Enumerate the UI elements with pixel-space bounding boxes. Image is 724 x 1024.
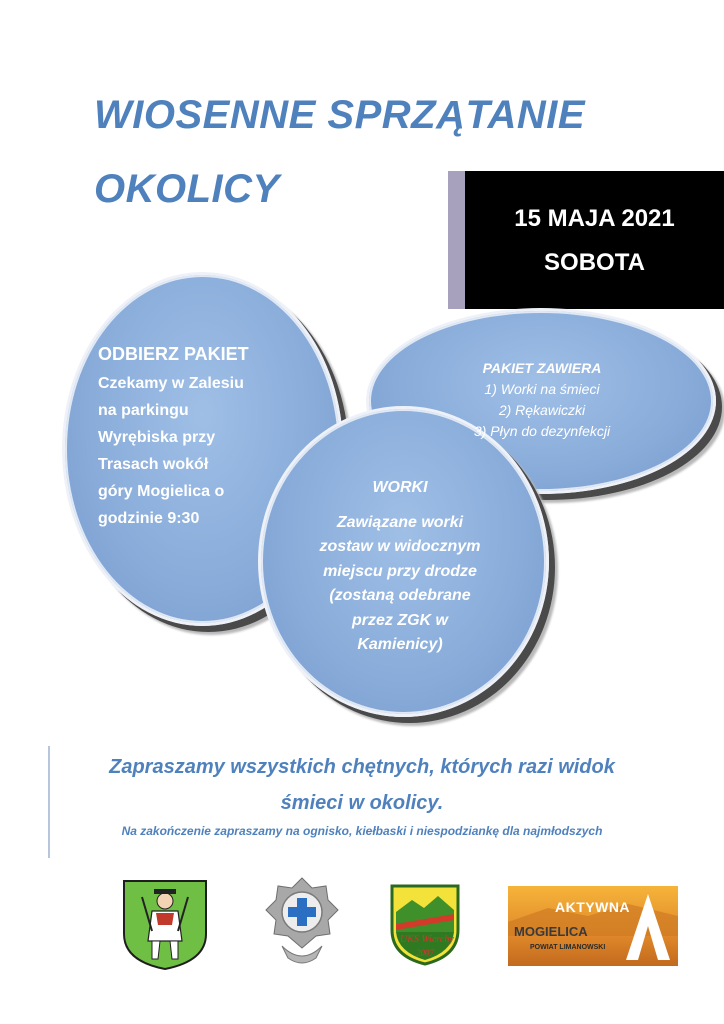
event-day: SOBOTA	[544, 249, 645, 276]
rescue-service-emblem-logo	[264, 874, 340, 966]
uks-text: UKS Wierchy	[400, 934, 454, 945]
bags-heading: WORKI	[372, 479, 428, 496]
aktywna-mid-text: MOGIELICA	[514, 924, 588, 939]
package-text	[432, 358, 652, 442]
aktywna-bottom-text: POWIAT LIMANOWSKI	[530, 944, 606, 951]
pickup-line: Czekamy w Zalesiu	[98, 375, 244, 392]
left-rule	[48, 746, 50, 858]
aktywna-top-text: AKTYWNA	[555, 899, 631, 915]
pickup-text	[98, 340, 288, 532]
package-item: 1) Worki na śmieci	[484, 381, 600, 397]
pickup-heading: ODBIERZ PAKIET	[98, 344, 249, 364]
bags-line: przez ZGK w	[351, 611, 448, 629]
bags-line: Kamienicy)	[357, 636, 443, 653]
invite-line-1: Zapraszamy wszystkich chętnych, których razi widok	[109, 756, 615, 778]
bags-line: Zawiązane worki	[336, 513, 464, 531]
bags-line: miejscu przy drodze	[323, 562, 477, 580]
invite-note: Na zakończenie zapraszamy na ognisko, kiełbaski i niespodziankę dla najmłodszych	[121, 824, 603, 838]
invite-text	[60, 749, 664, 821]
bags-line: (zostaną odebrane	[329, 587, 471, 604]
municipality-coat-of-arms-logo	[122, 879, 208, 971]
title-line-2: OKOLICY	[94, 167, 280, 211]
date-box	[465, 171, 724, 309]
pickup-line: godzinie 9:30	[98, 510, 200, 527]
package-item: 3) Płyn do dezynfekcji	[473, 423, 611, 439]
pickup-line: na parkingu	[98, 402, 189, 419]
invite-line-2: śmieci w okolicy.	[280, 792, 444, 814]
package-heading: PAKIET ZAWIERA	[482, 360, 602, 376]
pickup-line: Wyrębiska przy	[98, 429, 216, 446]
aktywna-mogielica-logo	[508, 886, 678, 966]
uks-year: 2007	[416, 948, 434, 958]
title-line-1: WIOSENNE SPRZĄTANIE	[94, 93, 586, 137]
event-date: 15 MAJA 2021	[514, 205, 675, 232]
pickup-line: Trasach wokół	[98, 456, 209, 473]
bags-text	[286, 476, 514, 658]
uks-wierchy-club-logo	[388, 882, 462, 966]
package-item: 2) Rękawiczki	[498, 402, 586, 418]
pickup-line: góry Mogielica o	[98, 483, 225, 500]
bags-line: zostaw w widocznym	[319, 538, 481, 555]
